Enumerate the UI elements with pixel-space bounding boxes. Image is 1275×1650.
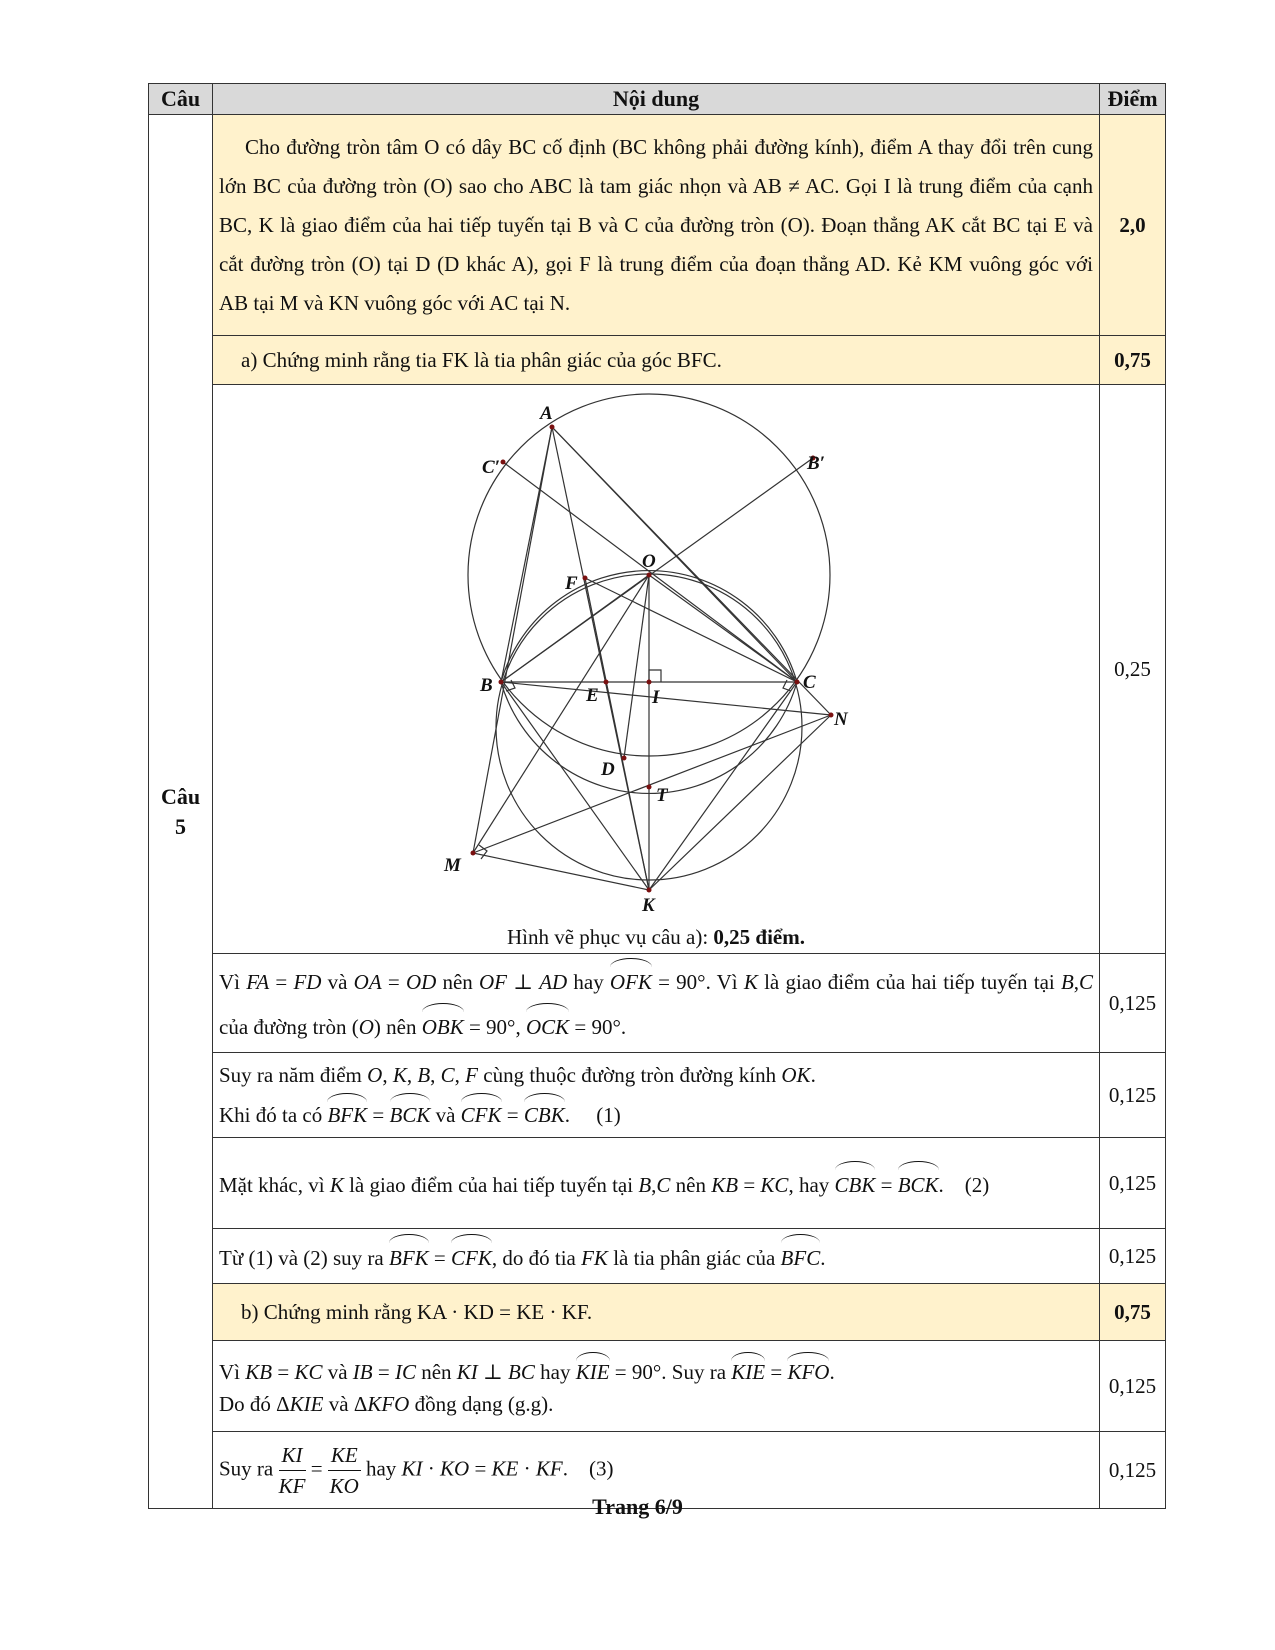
part-a-step-1-text: Vì FA = FD và OA = OD nên OF ⊥ AD hay OFK = 90°. Vì K là giao điểm của hai tiếp tuyến tại B,C của đường tròn (O) nên OBK = 90°, OCK = 90°.: [213, 954, 1100, 1053]
part-a-step-1: [149, 954, 1166, 1053]
label-Bp: B′: [807, 453, 826, 474]
part-a-step-3: [149, 1138, 1166, 1229]
label-E: E: [586, 685, 599, 706]
total-score: 2,0: [1100, 115, 1166, 336]
label-Cp: C′: [482, 457, 501, 478]
part-b-row: [149, 1284, 1166, 1341]
part-b-step-2-score: 0,125: [1100, 1432, 1166, 1509]
question-label: Câu: [160, 783, 201, 809]
question-number: [149, 115, 213, 1509]
part-b-step-1: [149, 1341, 1166, 1432]
figure-row: [149, 385, 1166, 954]
header-diem: Điểm: [1100, 84, 1166, 115]
part-a-step-4: [149, 1229, 1166, 1284]
part-a-title: a) Chứng minh rằng tia FK là tia phân giác của góc BFC.: [213, 336, 1100, 385]
part-a-step-3-text: Mặt khác, vì K là giao điểm của hai tiếp tuyến tại B,C nên KB = KC, hay CBK = BCK. (2): [213, 1138, 1100, 1229]
part-a-step-4-text: Từ (1) và (2) suy ra BFK = CFK, do đó tia FK là tia phân giác của BFC.: [213, 1229, 1100, 1284]
header-row: [149, 84, 1166, 115]
label-C: C: [803, 672, 816, 693]
header-noi-dung: Nội dung: [213, 84, 1100, 115]
figure-caption: Hình vẽ phục vụ câu a): 0,25 điểm.: [506, 925, 805, 949]
label-O: O: [642, 551, 656, 572]
question-index: 5: [175, 813, 186, 839]
answer-sheet: [148, 83, 1166, 1509]
part-a-score: 0,75: [1100, 336, 1166, 385]
problem-statement: Cho đường tròn tâm O có dây BC cố định (BC không phải đường kính), điểm A thay đổi trên cung lớn BC của đường tròn (O) sao cho ABC là tam giác nhọn và AB ≠ AC. Gọi I là trung điểm của cạnh BC, K là giao điểm của hai tiếp tuyến tại B và C của đường tròn (O). Đoạn thẳng AK cắt BC tại E và cắt đường tròn (O) tại D (D khác A), gọi F là trung điểm của đoạn thẳng AD. Kẻ KM vuông góc với AB tại M và KN vuông góc với AC tại N.: [213, 115, 1100, 336]
problem-statement-row: [149, 115, 1166, 336]
label-I: I: [652, 687, 660, 708]
label-F: F: [565, 573, 578, 594]
page-footer: Trang 6/9: [592, 1494, 683, 1519]
part-b-step-1-score: 0,125: [1100, 1341, 1166, 1432]
label-N: N: [834, 709, 848, 730]
part-b-title: b) Chứng minh rằng KA · KD = KE · KF.: [213, 1284, 1100, 1341]
label-T: T: [656, 785, 668, 806]
part-a-step-2-text: Suy ra năm điểm O, K, B, C, F cùng thuộc đường tròn đường kính OK. Khi đó ta có BFK = BCK và CFK = CBK. (1): [213, 1053, 1100, 1138]
part-a-step-3-score: 0,125: [1100, 1138, 1166, 1229]
geometry-figure: [236, 385, 1076, 925]
label-K: K: [642, 895, 655, 916]
part-b-score: 0,75: [1100, 1284, 1166, 1341]
part-a-step-1-score: 0,125: [1100, 954, 1166, 1053]
header-cau: Câu: [149, 84, 213, 115]
part-a-step-4-score: 0,125: [1100, 1229, 1166, 1284]
part-a-step-2: [149, 1053, 1166, 1138]
part-a-step-2-score: 0,125: [1100, 1053, 1166, 1138]
label-D: D: [601, 759, 615, 780]
part-b-step-1-text: Vì KB = KC và IB = IC nên KI ⊥ BC hay KIE = 90°. Suy ra KIE = KFO. Do đó ΔKIE và ΔKFO đồng dạng (g.g).: [213, 1341, 1100, 1432]
label-B: B: [480, 675, 493, 696]
part-a-row: [149, 336, 1166, 385]
label-A: A: [540, 403, 553, 424]
figure-cell: [213, 385, 1100, 954]
figure-score: 0,25: [1100, 385, 1166, 954]
part-b-step-2-text: Suy ra $\frac{KI}{KF}$ = $\frac{KE}{KO}$ hay KI · KO = KE · KF. (3): [213, 1432, 1100, 1509]
grading-table: [148, 83, 1166, 1509]
label-M: M: [444, 855, 461, 876]
